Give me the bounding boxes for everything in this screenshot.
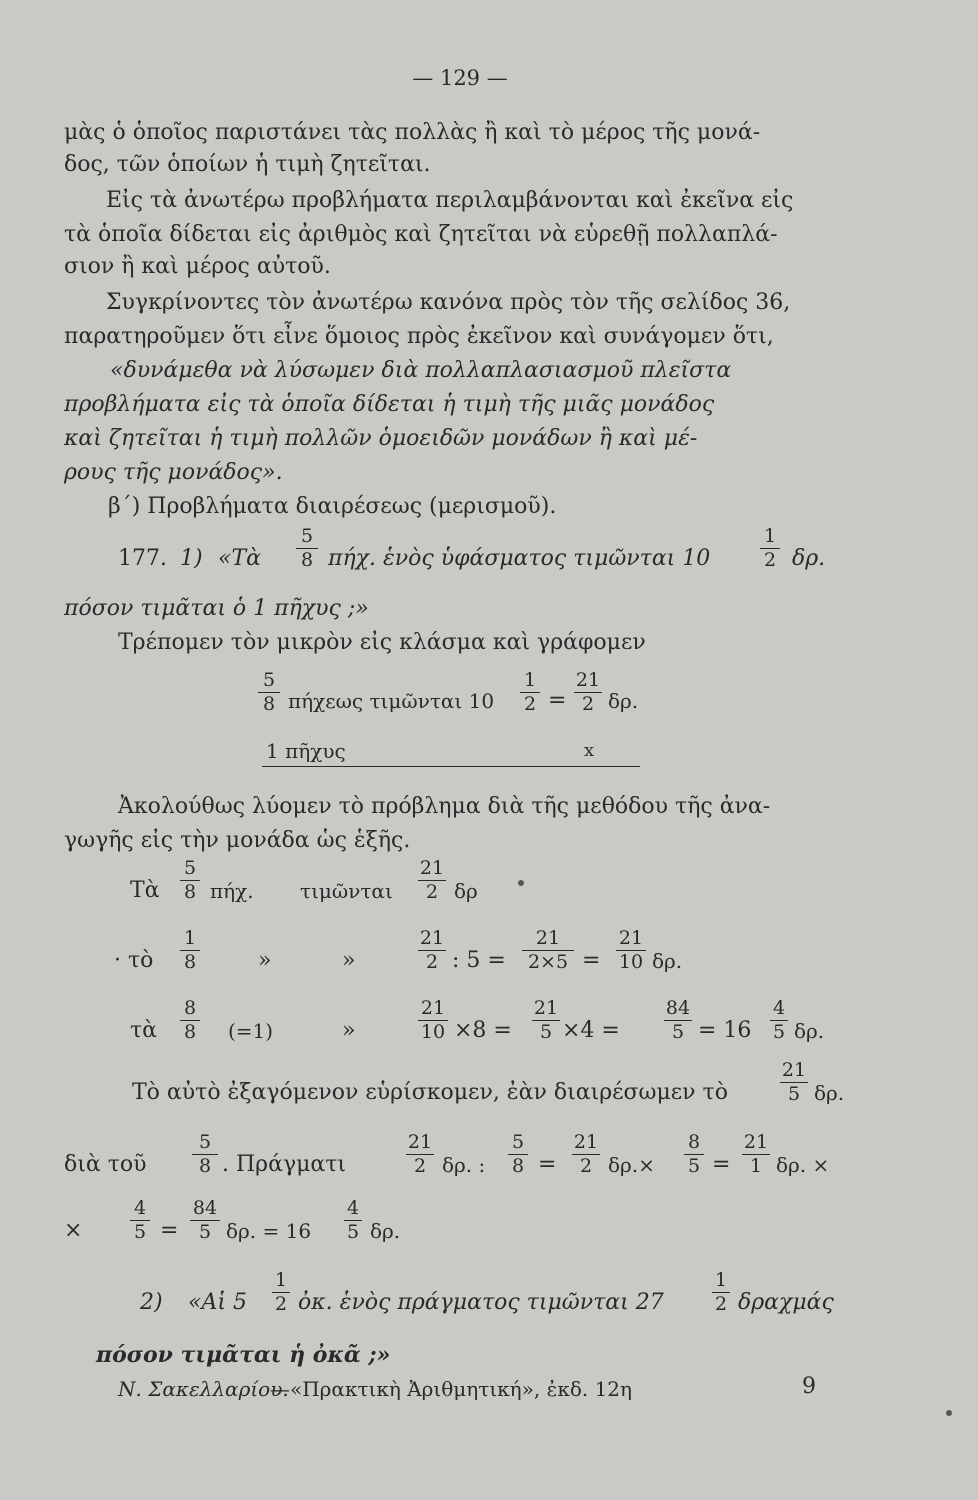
- rule-text: «δυνάμεθα νὰ λύσωμεν διὰ πολλαπλασιασμοῦ πλεῖστα: [110, 358, 732, 383]
- fraction: 8 8: [180, 998, 200, 1043]
- text-fragment: «Αἱ 5: [188, 1290, 247, 1315]
- text-fragment: =: [160, 1218, 179, 1243]
- fraction: 21 5: [781, 1059, 807, 1105]
- text-line: Συγκρίνοντες τὸν ἀνωτέρω κανόνα πρὸς τὸν τῆς σελίδος 36,: [106, 290, 791, 315]
- fraction: 21 2: [407, 1131, 433, 1177]
- ditto-mark: »: [342, 948, 356, 973]
- fraction: 1 2: [272, 1270, 290, 1315]
- text-line: Ἀκολούθως λύομεν τὸ πρόβλημα διὰ τῆς μεθόδου τῆς ἀνα-: [118, 794, 771, 819]
- text-line: σιον ἢ καὶ μέρος αὐτοῦ.: [64, 254, 331, 279]
- ink-dot: [946, 1410, 952, 1416]
- text-fragment: =: [712, 1152, 731, 1177]
- rule-text: προβλήματα εἰς τὰ ὁποῖα δίδεται ἡ τιμὴ τῆς μιᾶς μονάδος: [64, 392, 715, 417]
- text-fragment: πήχ. ἑνὸς ὑφάσματος τιμῶνται 10: [328, 546, 711, 571]
- unknown-x: x: [584, 740, 595, 761]
- text-fragment: δρ. ×: [776, 1153, 830, 1177]
- fraction: 4 5: [130, 1198, 150, 1243]
- problem-label: 1): [180, 546, 203, 571]
- text-fragment: δρ.: [370, 1219, 401, 1243]
- text-fragment: διὰ τοῦ: [64, 1152, 147, 1177]
- sheet-number: 9: [802, 1374, 816, 1399]
- text-line: παρατηροῦμεν ὅτι εἶνε ὅμοιος πρὸς ἐκεῖνον καὶ συνάγομεν ὅτι,: [64, 324, 774, 349]
- text-fragment: δρ.: [652, 949, 683, 973]
- text-fragment: : 5 =: [452, 948, 506, 973]
- text-fragment: δρ.×: [608, 1153, 655, 1177]
- section-heading: β΄) Προβλήματα διαιρέσεως (μερισμοῦ).: [108, 494, 557, 519]
- fraction: 21 2: [575, 669, 601, 715]
- fraction: 1 8: [180, 928, 200, 973]
- fraction: 21 2: [573, 1131, 599, 1177]
- text-fragment: Τὰ: [130, 878, 160, 903]
- text-fragment: =: [538, 1152, 557, 1177]
- problem-number: 177.: [118, 546, 167, 571]
- text-line: Τὸ αὐτὸ ἐξαγόμενον εὑρίσκομεν, ἐὰν διαιρέσωμεν τὸ: [132, 1080, 728, 1105]
- text-line: πόσον τιμᾶται ἡ ὀκᾶ ;»: [96, 1342, 391, 1368]
- fraction: 5 8: [508, 1132, 528, 1177]
- rule-text: καὶ ζητεῖται ἡ τιμὴ πολλῶν ὁμοειδῶν μονάδων ἢ καὶ μέ-: [64, 426, 698, 451]
- text-fragment: =: [582, 948, 601, 973]
- fraction: 1 2: [520, 670, 540, 715]
- text-fragment: δρ.: [814, 1081, 845, 1105]
- text-fragment: δρ.: [608, 689, 639, 713]
- rule-text: ρους τῆς μονάδος».: [64, 460, 283, 485]
- text-line: τὰ ὁποῖα δίδεται εἰς ἀριθμὸς καὶ ζητεῖται νὰ εὑρεθῇ πολλαπλά-: [64, 222, 778, 247]
- footer-author: Ν. Σακελλαρίου.: [118, 1377, 289, 1401]
- text-fragment: δρ.: [794, 1019, 825, 1043]
- fraction: 84 5: [665, 997, 691, 1043]
- text-line: Τρέπομεν τὸν μικρὸν εἰς κλάσμα καὶ γράφομεν: [118, 630, 646, 655]
- fraction: 21 2: [419, 857, 445, 903]
- fraction: 1 2: [712, 1270, 730, 1315]
- fraction: 84 5: [190, 1198, 220, 1243]
- text-fragment: «Τὰ: [218, 546, 261, 571]
- fraction: 21 1: [743, 1131, 769, 1177]
- text-fragment: δρ.: [792, 546, 826, 571]
- text-fragment: δρ. = 16: [226, 1219, 312, 1243]
- fraction: 21 10: [418, 998, 448, 1043]
- text-line: γωγῆς εἰς τὴν μονάδα ὡς ἑξῆς.: [64, 828, 411, 853]
- text-fragment: 1 πῆχυς: [266, 739, 346, 763]
- fraction: 5 8: [296, 526, 318, 571]
- ditto-mark: »: [342, 1018, 356, 1043]
- fraction: 5 8: [192, 1132, 218, 1177]
- fraction: 4 5: [344, 1198, 362, 1243]
- text-fragment: δρ. :: [442, 1153, 486, 1177]
- text-fragment: πήχεως τιμῶνται 10: [288, 689, 495, 713]
- fraction: 1 2: [760, 526, 780, 571]
- problem-label: 2): [140, 1290, 163, 1315]
- fraction: 21 2×5: [522, 928, 574, 973]
- text-fragment: ×8 =: [454, 1018, 512, 1043]
- ditto-mark: »: [258, 948, 272, 973]
- page-number: — 129 —: [412, 66, 508, 90]
- text-fragment: τιμῶνται: [300, 879, 393, 903]
- text-fragment: δρ: [454, 879, 478, 903]
- fraction: 21 10: [616, 928, 646, 973]
- rule-line: [262, 766, 640, 767]
- footer-title: —«Πρακτικὴ Ἀριθμητική», ἐκδ. 12η: [270, 1377, 633, 1401]
- fraction: 8 5: [684, 1132, 704, 1177]
- text-fragment: ×: [64, 1218, 83, 1243]
- fraction: 5 8: [180, 858, 200, 903]
- fraction: 21 5: [533, 997, 559, 1043]
- text-fragment: ὀκ. ἑνὸς πράγματος τιμῶνται 27: [298, 1290, 664, 1315]
- fraction: 5 8: [258, 670, 280, 715]
- text-fragment: . Πράγματι: [222, 1152, 347, 1177]
- text-fragment: = 16: [698, 1018, 752, 1043]
- text-fragment: δραχμάς: [738, 1290, 834, 1315]
- text-line: Εἰς τὰ ἀνωτέρω προβλήματα περιλαμβάνονται καὶ ἐκεῖνα εἰς: [106, 188, 794, 213]
- fraction: 4 5: [770, 998, 788, 1043]
- text-line: πόσον τιμᾶται ὁ 1 πῆχυς ;»: [64, 596, 369, 621]
- text-fragment: τὰ: [130, 1018, 158, 1043]
- text-fragment: ×4 =: [562, 1018, 620, 1043]
- text-fragment: =: [548, 688, 567, 713]
- fraction: 21 2: [419, 927, 445, 973]
- text-fragment: · τὸ: [114, 948, 154, 973]
- ink-dot: [518, 880, 524, 886]
- text-line: μὰς ὁ ὁποῖος παριστάνει τὰς πολλὰς ἢ καὶ τὸ μέρος τῆς μονά-: [64, 120, 761, 145]
- text-fragment: (=1): [228, 1019, 274, 1043]
- text-line: δος, τῶν ὁποίων ἡ τιμὴ ζητεῖται.: [64, 152, 431, 177]
- text-fragment: πήχ.: [210, 879, 254, 903]
